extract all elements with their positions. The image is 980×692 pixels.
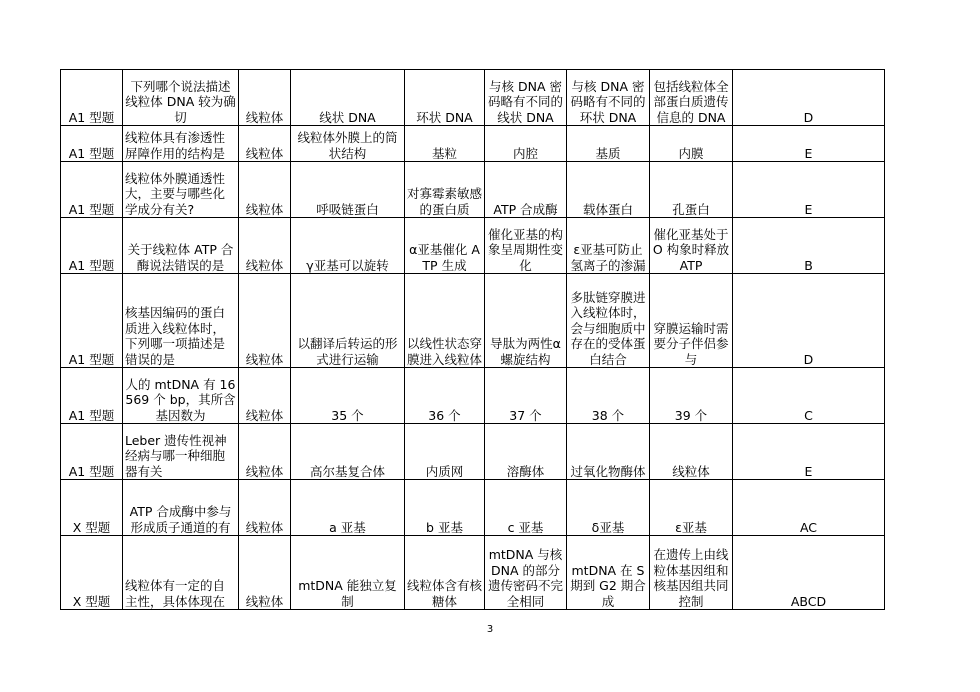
question-table: [60, 69, 885, 610]
option-cell: 催化亚基处于 O 构象时释放 ATP: [650, 218, 733, 274]
category-cell: 线粒体: [239, 368, 291, 424]
question-stem-cell: 核基因编码的蛋白质进入线粒体时，下列哪一项描述是错误的是: [123, 274, 239, 368]
question-type-cell: A1 型题: [61, 126, 123, 162]
option-cell: 内腔: [485, 126, 567, 162]
question-stem-cell: 关于线粒体 ATP 合酶说法错误的是: [123, 218, 239, 274]
option-cell: ε亚基可防止氢离子的渗漏: [567, 218, 650, 274]
question-stem-cell: ATP 合成酶中参与形成质子通道的有: [123, 480, 239, 536]
option-cell: mtDNA 与核 DNA 的部分遗传密码不完全相同: [485, 536, 567, 610]
option-cell: 呼吸链蛋白: [291, 162, 405, 218]
answer-cell: E: [733, 126, 885, 162]
option-cell: 线状 DNA: [291, 70, 405, 126]
option-cell: 35 个: [291, 368, 405, 424]
category-cell: 线粒体: [239, 274, 291, 368]
option-cell: c 亚基: [485, 480, 567, 536]
option-cell: γ亚基可以旋转: [291, 218, 405, 274]
category-cell: 线粒体: [239, 162, 291, 218]
category-cell: 线粒体: [239, 480, 291, 536]
option-cell: b 亚基: [405, 480, 485, 536]
answer-cell: ABCD: [733, 536, 885, 610]
option-cell: 线粒体: [650, 424, 733, 480]
category-cell: 线粒体: [239, 218, 291, 274]
answer-cell: AC: [733, 480, 885, 536]
option-cell: 以翻译后转运的形式进行运输: [291, 274, 405, 368]
option-cell: 催化亚基的构象呈周期性变化: [485, 218, 567, 274]
table-row: [61, 218, 885, 274]
option-cell: 线粒体含有核糖体: [405, 536, 485, 610]
table-row: [61, 70, 885, 126]
answer-cell: C: [733, 368, 885, 424]
option-cell: 与核 DNA 密码略有不同的环状 DNA: [567, 70, 650, 126]
question-type-cell: X 型题: [61, 536, 123, 610]
question-type-cell: A1 型题: [61, 424, 123, 480]
option-cell: 基质: [567, 126, 650, 162]
option-cell: 39 个: [650, 368, 733, 424]
question-type-cell: A1 型题: [61, 274, 123, 368]
option-cell: 37 个: [485, 368, 567, 424]
option-cell: 36 个: [405, 368, 485, 424]
table-row: [61, 536, 885, 610]
option-cell: 多肽链穿膜进入线粒体时，会与细胞质中存在的受体蛋白结合: [567, 274, 650, 368]
category-cell: 线粒体: [239, 536, 291, 610]
option-cell: 穿膜运输时需要分子伴侣参与: [650, 274, 733, 368]
option-cell: 溶酶体: [485, 424, 567, 480]
option-cell: 在遗传上由线粒体基因组和核基因组共同控制: [650, 536, 733, 610]
table-row: [61, 126, 885, 162]
option-cell: 对寡霉素敏感的蛋白质: [405, 162, 485, 218]
option-cell: 过氧化物酶体: [567, 424, 650, 480]
option-cell: mtDNA 在 S 期到 G2 期合成: [567, 536, 650, 610]
category-cell: 线粒体: [239, 126, 291, 162]
option-cell: 38 个: [567, 368, 650, 424]
table-row: [61, 424, 885, 480]
question-stem-cell: 下列哪个说法描述线粒体 DNA 较为确切: [123, 70, 239, 126]
question-type-cell: X 型题: [61, 480, 123, 536]
option-cell: 内质网: [405, 424, 485, 480]
option-cell: δ亚基: [567, 480, 650, 536]
option-cell: 载体蛋白: [567, 162, 650, 218]
table-row: [61, 480, 885, 536]
option-cell: 包括线粒体全部蛋白质遗传信息的 DNA: [650, 70, 733, 126]
question-type-cell: A1 型题: [61, 218, 123, 274]
answer-cell: E: [733, 162, 885, 218]
question-stem-cell: 线粒体有一定的自主性，具体体现在: [123, 536, 239, 610]
question-stem-cell: Leber 遗传性视神经病与哪一种细胞器有关: [123, 424, 239, 480]
option-cell: α亚基催化 ATP 生成: [405, 218, 485, 274]
option-cell: ε亚基: [650, 480, 733, 536]
table-row: [61, 162, 885, 218]
option-cell: 基粒: [405, 126, 485, 162]
option-cell: 与核 DNA 密码略有不同的线状 DNA: [485, 70, 567, 126]
question-stem-cell: 线粒体具有渗透性屏障作用的结构是: [123, 126, 239, 162]
answer-cell: E: [733, 424, 885, 480]
question-type-cell: A1 型题: [61, 368, 123, 424]
option-cell: 孔蛋白: [650, 162, 733, 218]
category-cell: 线粒体: [239, 70, 291, 126]
table-row: [61, 274, 885, 368]
option-cell: 高尔基复合体: [291, 424, 405, 480]
question-type-cell: A1 型题: [61, 162, 123, 218]
question-stem-cell: 人的 mtDNA 有 16569 个 bp，其所含基因数为: [123, 368, 239, 424]
answer-cell: D: [733, 274, 885, 368]
page-number: 3: [486, 624, 494, 635]
option-cell: a 亚基: [291, 480, 405, 536]
option-cell: 内膜: [650, 126, 733, 162]
option-cell: 环状 DNA: [405, 70, 485, 126]
option-cell: ATP 合成酶: [485, 162, 567, 218]
answer-cell: D: [733, 70, 885, 126]
table-row: [61, 368, 885, 424]
table-body: [61, 70, 885, 610]
question-type-cell: A1 型题: [61, 70, 123, 126]
option-cell: 导肽为两性α螺旋结构: [485, 274, 567, 368]
question-stem-cell: 线粒体外膜通透性大，主要与哪些化学成分有关?: [123, 162, 239, 218]
option-cell: 线粒体外膜上的筒状结构: [291, 126, 405, 162]
option-cell: 以线性状态穿膜进入线粒体: [405, 274, 485, 368]
answer-cell: B: [733, 218, 885, 274]
category-cell: 线粒体: [239, 424, 291, 480]
option-cell: mtDNA 能独立复制: [291, 536, 405, 610]
